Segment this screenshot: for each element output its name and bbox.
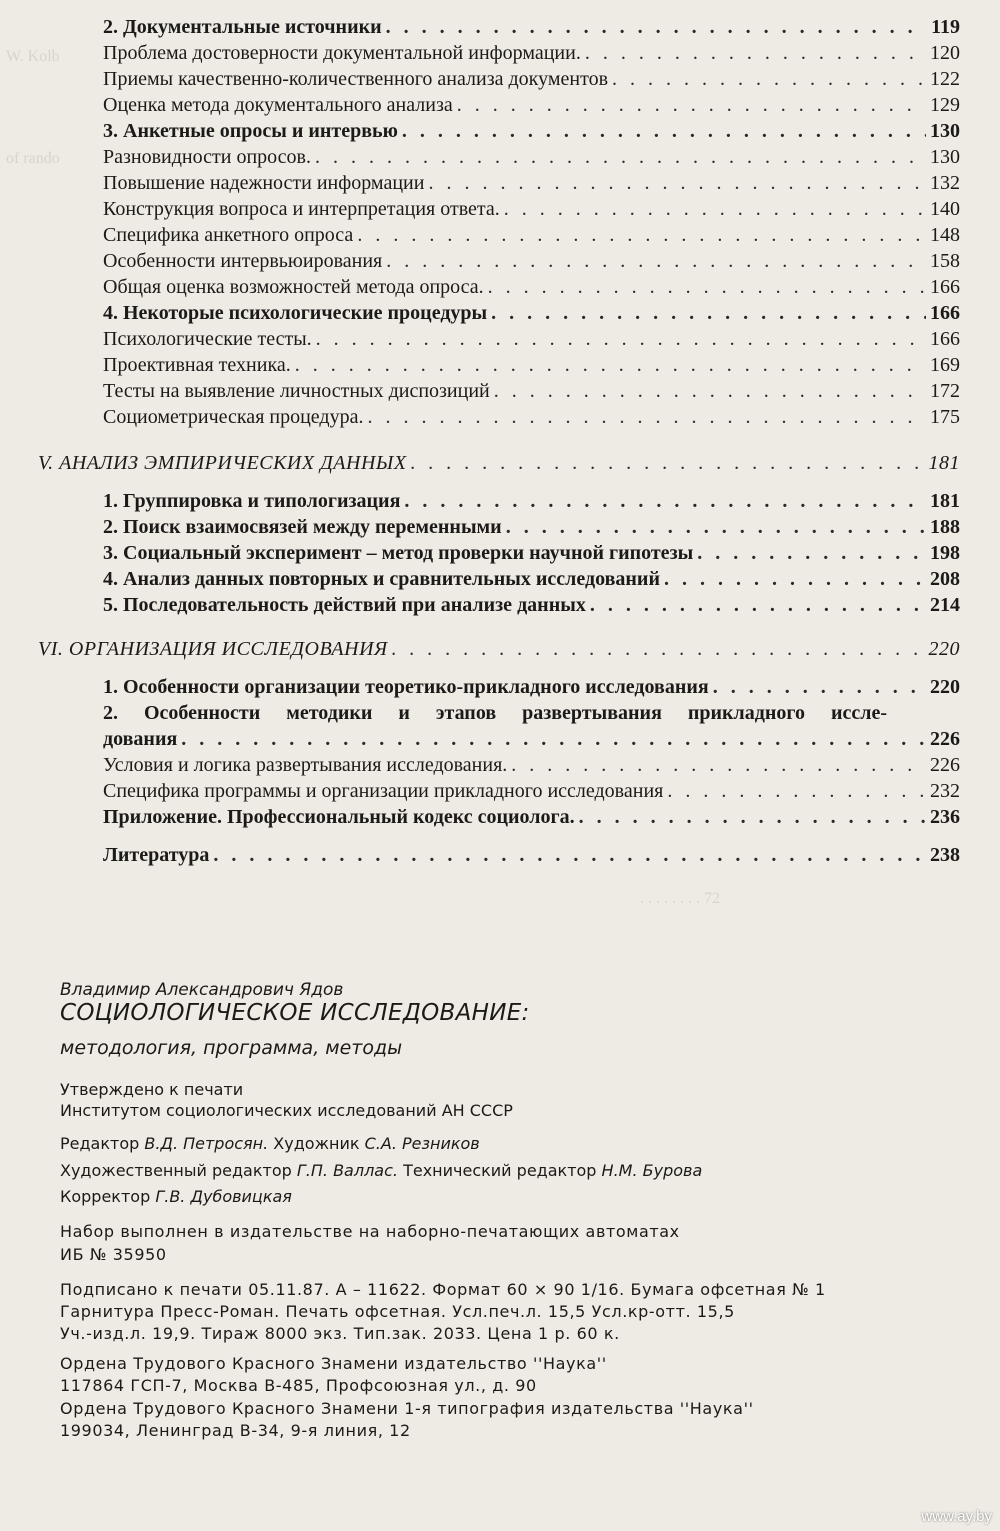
- page-number: 188: [930, 516, 960, 538]
- page-number: 122: [930, 68, 960, 90]
- editor-credits: Редактор В.Д. Петросян. Художник С.А. Резников: [60, 1134, 480, 1153]
- page-number: 220: [930, 676, 960, 698]
- page-number: 198: [930, 542, 960, 564]
- page-number: 226: [930, 754, 960, 776]
- page-number: 148: [930, 224, 960, 246]
- page-number: 130: [930, 146, 960, 168]
- toc-entry: Конструкция вопроса и интерпретация ответа. . . . 140: [103, 196, 960, 222]
- publisher-address: 117864 ГСП-7, Москва В-485, Профсоюзная ул., д. 90: [60, 1376, 537, 1395]
- toc-entry-chapter: 4. Некоторые психологические процедуры . . . 166: [103, 300, 960, 326]
- toc-entry-chapter: 3. Анкетные опросы и интервью . . . 130: [103, 118, 960, 144]
- ib-number: ИБ № 35950: [60, 1245, 167, 1264]
- toc-entry: Повышение надежности информации . . . 132: [103, 170, 960, 196]
- toc-section-heading: V. АНАЛИЗ ЭМПИРИЧЕСКИХ ДАННЫХ . . . 181: [38, 450, 960, 476]
- print-details: Гарнитура Пресс-Роман. Печать офсетная. Усл.печ.л. 15,5 Усл.кр-отт. 15,5: [60, 1302, 735, 1321]
- approval-institution: Институтом социологических исследований АН СССР: [60, 1101, 513, 1120]
- page-number: 181: [928, 452, 960, 474]
- page-number: 119: [931, 16, 960, 38]
- toc-entry-chapter-continued: дования . . . 226: [103, 726, 960, 752]
- toc-entry: Общая оценка возможностей метода опроса. . . . 166: [103, 274, 960, 300]
- toc-entry-chapter: 1. Группировка и типологизация . . . 181: [103, 488, 960, 514]
- page-number: 236: [930, 806, 960, 828]
- toc-entry: Приемы качественно-количественного анализа документов . . . 122: [103, 66, 960, 92]
- page-number: 208: [930, 568, 960, 590]
- toc-entry: Особенности интервьюирования . . . 158: [103, 248, 960, 274]
- publisher-name: Ордена Трудового Красного Знамени издательство ''Наука'': [60, 1354, 607, 1373]
- book-subtitle: методология, программа, методы: [60, 1037, 403, 1059]
- toc-entry: Условия и логика развертывания исследования. . . . 226: [103, 752, 960, 778]
- bleed-through-text: . . . . . . . . 72: [640, 890, 720, 907]
- printer-address: 199034, Ленинград В-34, 9-я линия, 12: [60, 1421, 411, 1440]
- toc-entry: Проективная техника. . . . 169: [103, 352, 960, 378]
- page-number: 226: [930, 728, 960, 750]
- toc-entry-chapter: 5. Последовательность действий при анализе данных . . . 214: [103, 592, 960, 618]
- typeset-note: Набор выполнен в издательстве на наборно-печатающих автоматах: [60, 1222, 680, 1241]
- toc-entry-chapter-wrapped: 2. Особенности методики и этапов развертывания прикладного иссле-: [103, 702, 887, 724]
- toc-entry-chapter: 2. Поиск взаимосвязей между переменными . . . 188: [103, 514, 960, 540]
- page-number: 130: [930, 120, 960, 142]
- book-author: Владимир Александрович Ядов: [60, 980, 344, 1000]
- page-number: 140: [930, 198, 960, 220]
- art-editor-credits: Художественный редактор Г.П. Валлас. Технический редактор Н.М. Бурова: [60, 1161, 703, 1180]
- print-details: Подписано к печати 05.11.87. А – 11622. Формат 60 × 90 1/16. Бумага офсетная № 1: [60, 1280, 826, 1299]
- toc-section-heading: VI. ОРГАНИЗАЦИЯ ИССЛЕДОВАНИЯ . . . 220: [38, 636, 960, 662]
- toc-entry: Разновидности опросов. . . . 130: [103, 144, 960, 170]
- page-number: 214: [930, 594, 960, 616]
- toc-entry-chapter: 3. Социальный эксперимент – метод проверки научной гипотезы . . . 198: [103, 540, 960, 566]
- toc-entry: Специфика анкетного опроса . . . 148: [103, 222, 960, 248]
- toc-entry: Специфика программы и организации прикладного исследования . . . 232: [103, 778, 960, 804]
- page-number: 129: [930, 94, 960, 116]
- page-number: 166: [930, 276, 960, 298]
- watermark: www.ay.by: [921, 1508, 992, 1525]
- bleed-through-text: W. Kolb: [6, 48, 60, 65]
- bleed-through-text: of rando: [6, 150, 60, 167]
- page-number: 220: [928, 638, 960, 660]
- page-number: 238: [930, 844, 960, 866]
- toc-entry-literature: Литература . . . 238: [103, 842, 960, 868]
- toc-entry-chapter: 4. Анализ данных повторных и сравнительных исследований . . . 208: [103, 566, 960, 592]
- page-number: 158: [930, 250, 960, 272]
- toc-entry: Тесты на выявление личностных диспозиций . . . 172: [103, 378, 960, 404]
- toc-entry-appendix: Приложение. Профессиональный кодекс социолога. . . . 236: [103, 804, 960, 830]
- toc-entry: Социометрическая процедура. . . . 175: [103, 404, 960, 430]
- page-number: 181: [930, 490, 960, 512]
- page-number: 132: [930, 172, 960, 194]
- page-number: 172: [930, 380, 960, 402]
- page-number: 166: [930, 328, 960, 350]
- page-number: 232: [930, 780, 960, 802]
- printer-name: Ордена Трудового Красного Знамени 1-я типография издательства ''Наука'': [60, 1399, 754, 1418]
- page-number: 175: [930, 406, 960, 428]
- corrector-credits: Корректор Г.В. Дубовицкая: [60, 1187, 292, 1206]
- toc-entry: Психологические тесты. . . . 166: [103, 326, 960, 352]
- toc-entry: Оценка метода документального анализа . . . 129: [103, 92, 960, 118]
- print-details: Уч.-изд.л. 19,9. Тираж 8000 экз. Тип.зак. 2033. Цена 1 р. 60 к.: [60, 1324, 620, 1343]
- toc-entry-chapter: 2. Документальные источники . . . 119: [103, 14, 960, 40]
- page-number: 120: [930, 42, 960, 64]
- toc-entry: Проблема достоверности документальной информации. . . . 120: [103, 40, 960, 66]
- toc-entry-chapter: 1. Особенности организации теоретико-прикладного исследования . . . 220: [103, 674, 960, 700]
- approval-line: Утверждено к печати: [60, 1080, 244, 1099]
- page-number: 166: [930, 302, 960, 324]
- page-number: 169: [930, 354, 960, 376]
- book-title: СОЦИОЛОГИЧЕСКОЕ ИССЛЕДОВАНИЕ:: [60, 1000, 530, 1026]
